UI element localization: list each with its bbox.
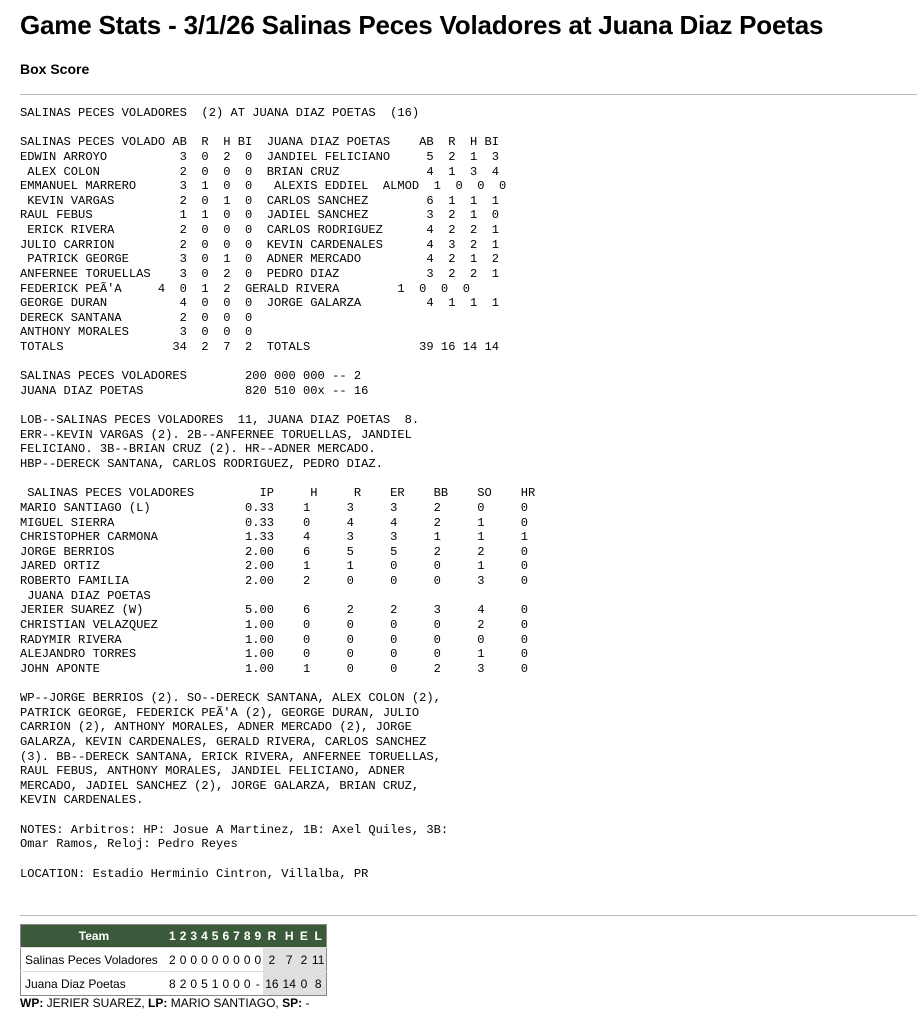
box-score-line <box>20 472 535 487</box>
inning-score-cell: 0 <box>178 948 189 972</box>
column-header: E <box>298 925 310 948</box>
save-pitcher: - <box>305 996 310 1010</box>
box-score-line: MERCADO, JADIEL SANCHEZ (2), JORGE GALARZA, BRIAN CRUZ, <box>20 778 420 793</box>
box-score-line: JERIER SUAREZ (W) 5.00 6 2 2 3 4 0 <box>20 603 529 618</box>
box-score-line: WP--JORGE BERRIOS (2). SO--DERECK SANTANA, ALEX COLON (2), <box>20 691 441 705</box>
column-header: 4 <box>199 925 210 948</box>
box-score-line: CHRISTOPHER CARMONA 1.33 4 3 3 1 1 1 <box>20 530 529 545</box>
box-score-line <box>20 852 535 867</box>
inning-score-cell: 0 <box>242 948 253 972</box>
box-score-line: KEVIN CARDENALES. <box>20 793 144 808</box>
winning-pitcher-label: WP: <box>20 996 44 1010</box>
column-header: 7 <box>231 925 242 948</box>
box-score-line: LOCATION: Estadio Herminio Cintron, Villalba, PR <box>20 866 369 881</box>
inning-score-cell: 2 <box>178 972 189 996</box>
total-cell: 0 <box>298 972 310 996</box>
column-header: 6 <box>220 925 231 948</box>
save-pitcher-label: SP: <box>282 996 303 1010</box>
box-score-line: RAUL FEBUS, ANTHONY MORALES, JANDIEL FELICIANO, ADNER <box>20 764 405 779</box>
column-header: 9 <box>253 925 264 948</box>
box-score-line: FELICIANO. 3B--BRIAN CRUZ (2). HR--ADNER MERCADO. <box>20 442 376 457</box>
section-title-box-score: Box Score <box>20 61 90 77</box>
inning-score-cell: 0 <box>231 972 242 996</box>
team-name-cell: Salinas Peces Voladores <box>21 948 168 972</box>
box-score-line: MARIO SANTIAGO (L) 0.33 1 3 3 2 0 0 <box>20 500 529 515</box>
line-score-table <box>20 924 327 996</box>
box-score-line: SALINAS PECES VOLADORES 200 000 000 -- 2 <box>20 369 362 384</box>
box-score-line: ALEJANDRO TORRES 1.00 0 0 0 0 1 0 <box>20 647 529 662</box>
column-header-team: Team <box>21 925 168 948</box>
winning-pitcher: JERIER SUAREZ <box>46 996 142 1010</box>
box-score-line: ANFERNEE TORUELLAS 3 0 2 0 PEDRO DIAZ 3 2 2 1 <box>20 266 499 281</box>
box-score-line: JUANA DIAZ POETAS <box>20 588 151 603</box>
box-score-line: ANTHONY MORALES 3 0 0 0 <box>20 325 253 340</box>
inning-score-cell: 0 <box>220 948 231 972</box>
box-score-line: LOB--SALINAS PECES VOLADORES 11, JUANA DIAZ POETAS 8. <box>20 413 420 428</box>
box-score-line: JULIO CARRION 2 0 0 0 KEVIN CARDENALES 4 3 2 1 <box>20 237 499 252</box>
line-score-header-row <box>21 925 327 948</box>
table-row <box>21 948 327 972</box>
total-cell: 16 <box>263 972 280 996</box>
inning-score-cell: 0 <box>253 948 264 972</box>
box-score-line: DERECK SANTANA 2 0 0 0 <box>20 310 253 325</box>
inning-score-cell: 0 <box>199 948 210 972</box>
column-header: 3 <box>188 925 199 948</box>
box-score-line: MIGUEL SIERRA 0.33 0 4 4 2 1 0 <box>20 515 529 530</box>
box-score-line: SALINAS PECES VOLADORES (2) AT JUANA DIAZ POETAS (16) <box>20 106 420 120</box>
inning-score-cell: 0 <box>220 972 231 996</box>
box-score-line: PATRICK GEORGE, FEDERICK PEÃ'A (2), GEORGE DURAN, JULIO <box>20 705 420 720</box>
divider <box>20 94 917 95</box>
inning-score-cell: 5 <box>199 972 210 996</box>
inning-score-cell: 0 <box>188 972 199 996</box>
column-header: 8 <box>242 925 253 948</box>
inning-score-cell: 2 <box>167 948 178 972</box>
divider <box>20 915 917 916</box>
inning-score-cell: 1 <box>210 972 221 996</box>
box-score-line: (3). BB--DERECK SANTANA, ERICK RIVERA, ANFERNEE TORUELLAS, <box>20 749 441 764</box>
inning-score-cell: 0 <box>242 972 253 996</box>
box-score-line: PATRICK GEORGE 3 0 1 0 ADNER MERCADO 4 2 1 2 <box>20 252 499 267</box>
box-score-line: TOTALS 34 2 7 2 TOTALS 39 16 14 14 <box>20 340 499 354</box>
box-score-line <box>20 808 535 823</box>
box-score-line: JARED ORTIZ 2.00 1 1 0 0 1 0 <box>20 559 529 574</box>
box-score-line: RADYMIR RIVERA 1.00 0 0 0 0 0 0 <box>20 632 529 647</box>
box-score-line: KEVIN VARGAS 2 0 1 0 CARLOS SANCHEZ 6 1 1 1 <box>20 193 499 208</box>
box-score-line: JUANA DIAZ POETAS 820 510 00x -- 16 <box>20 383 369 398</box>
table-row <box>21 972 327 996</box>
box-score-line: FEDERICK PEÃ'A 4 0 1 2 GERALD RIVERA 1 0 0 0 <box>20 281 470 296</box>
box-score-line: Omar Ramos, Reloj: Pedro Reyes <box>20 837 238 852</box>
inning-score-cell: - <box>253 972 264 996</box>
inning-score-cell: 0 <box>210 948 221 972</box>
box-score-line <box>20 355 535 370</box>
box-score-line <box>20 121 535 136</box>
box-score-line: RAUL FEBUS 1 1 0 0 JADIEL SANCHEZ 3 2 1 0 <box>20 208 499 223</box>
total-cell: 11 <box>310 948 327 972</box>
box-score-line: CHRISTIAN VELAZQUEZ 1.00 0 0 0 0 2 0 <box>20 617 529 632</box>
column-header: 5 <box>210 925 221 948</box>
total-cell: 14 <box>281 972 298 996</box>
box-score-line: ERR--KEVIN VARGAS (2). 2B--ANFERNEE TORUELLAS, JANDIEL <box>20 427 412 442</box>
box-score-line: JORGE BERRIOS 2.00 6 5 5 2 2 0 <box>20 544 529 559</box>
box-score-line: ALEX COLON 2 0 0 0 BRIAN CRUZ 4 1 3 4 <box>20 164 499 179</box>
inning-score-cell: 0 <box>188 948 199 972</box>
pitchers-of-record: WP: JERIER SUAREZ, LP: MARIO SANTIAGO, SP: - <box>20 996 310 1010</box>
total-cell: 7 <box>281 948 298 972</box>
column-header: 2 <box>178 925 189 948</box>
column-header: L <box>310 925 327 948</box>
box-score-line <box>20 399 535 414</box>
box-score-line: CARRION (2), ANTHONY MORALES, ADNER MERCADO (2), JORGE <box>20 720 412 735</box>
losing-pitcher: MARIO SANTIAGO <box>170 996 276 1010</box>
box-score-line: GALARZA, KEVIN CARDENALES, GERALD RIVERA, CARLOS SANCHEZ <box>20 734 427 749</box>
box-score-line: EDWIN ARROYO 3 0 2 0 JANDIEL FELICIANO 5 2 1 3 <box>20 149 499 164</box>
box-score-line: GEORGE DURAN 4 0 0 0 JORGE GALARZA 4 1 1 1 <box>20 296 499 311</box>
box-score-line: HBP--DERECK SANTANA, CARLOS RODRIGUEZ, PEDRO DIAZ. <box>20 457 383 471</box>
column-header: 1 <box>167 925 178 948</box>
box-score-line: EMMANUEL MARRERO 3 1 0 0 ALEXIS EDDIEL ALMOD 1 0 0 0 <box>20 179 507 194</box>
total-cell: 2 <box>298 948 310 972</box>
box-score-line: SALINAS PECES VOLADO AB R H BI JUANA DIAZ POETAS AB R H BI <box>20 135 499 150</box>
box-score-line <box>20 676 535 691</box>
team-name-cell: Juana Diaz Poetas <box>21 972 168 996</box>
inning-score-cell: 0 <box>231 948 242 972</box>
box-score-line: ERICK RIVERA 2 0 0 0 CARLOS RODRIGUEZ 4 2 2 1 <box>20 223 499 237</box>
box-score-line: JOHN APONTE 1.00 1 0 0 2 3 0 <box>20 661 529 676</box>
box-score-line: NOTES: Arbitros: HP: Josue A Martinez, 1B: Axel Quiles, 3B: <box>20 822 449 837</box>
total-cell: 2 <box>263 948 280 972</box>
box-score-line: SALINAS PECES VOLADORES IP H R ER BB SO HR <box>20 486 536 501</box>
column-header: H <box>281 925 298 948</box>
column-header: R <box>263 925 280 948</box>
page-title: Game Stats - 3/1/26 Salinas Peces Voladores at Juana Diaz Poetas <box>20 10 824 40</box>
losing-pitcher-label: LP: <box>148 996 168 1010</box>
inning-score-cell: 8 <box>167 972 178 996</box>
total-cell: 8 <box>310 972 327 996</box>
box-score-line: ROBERTO FAMILIA 2.00 2 0 0 0 3 0 <box>20 574 529 588</box>
box-score-text <box>20 106 535 881</box>
